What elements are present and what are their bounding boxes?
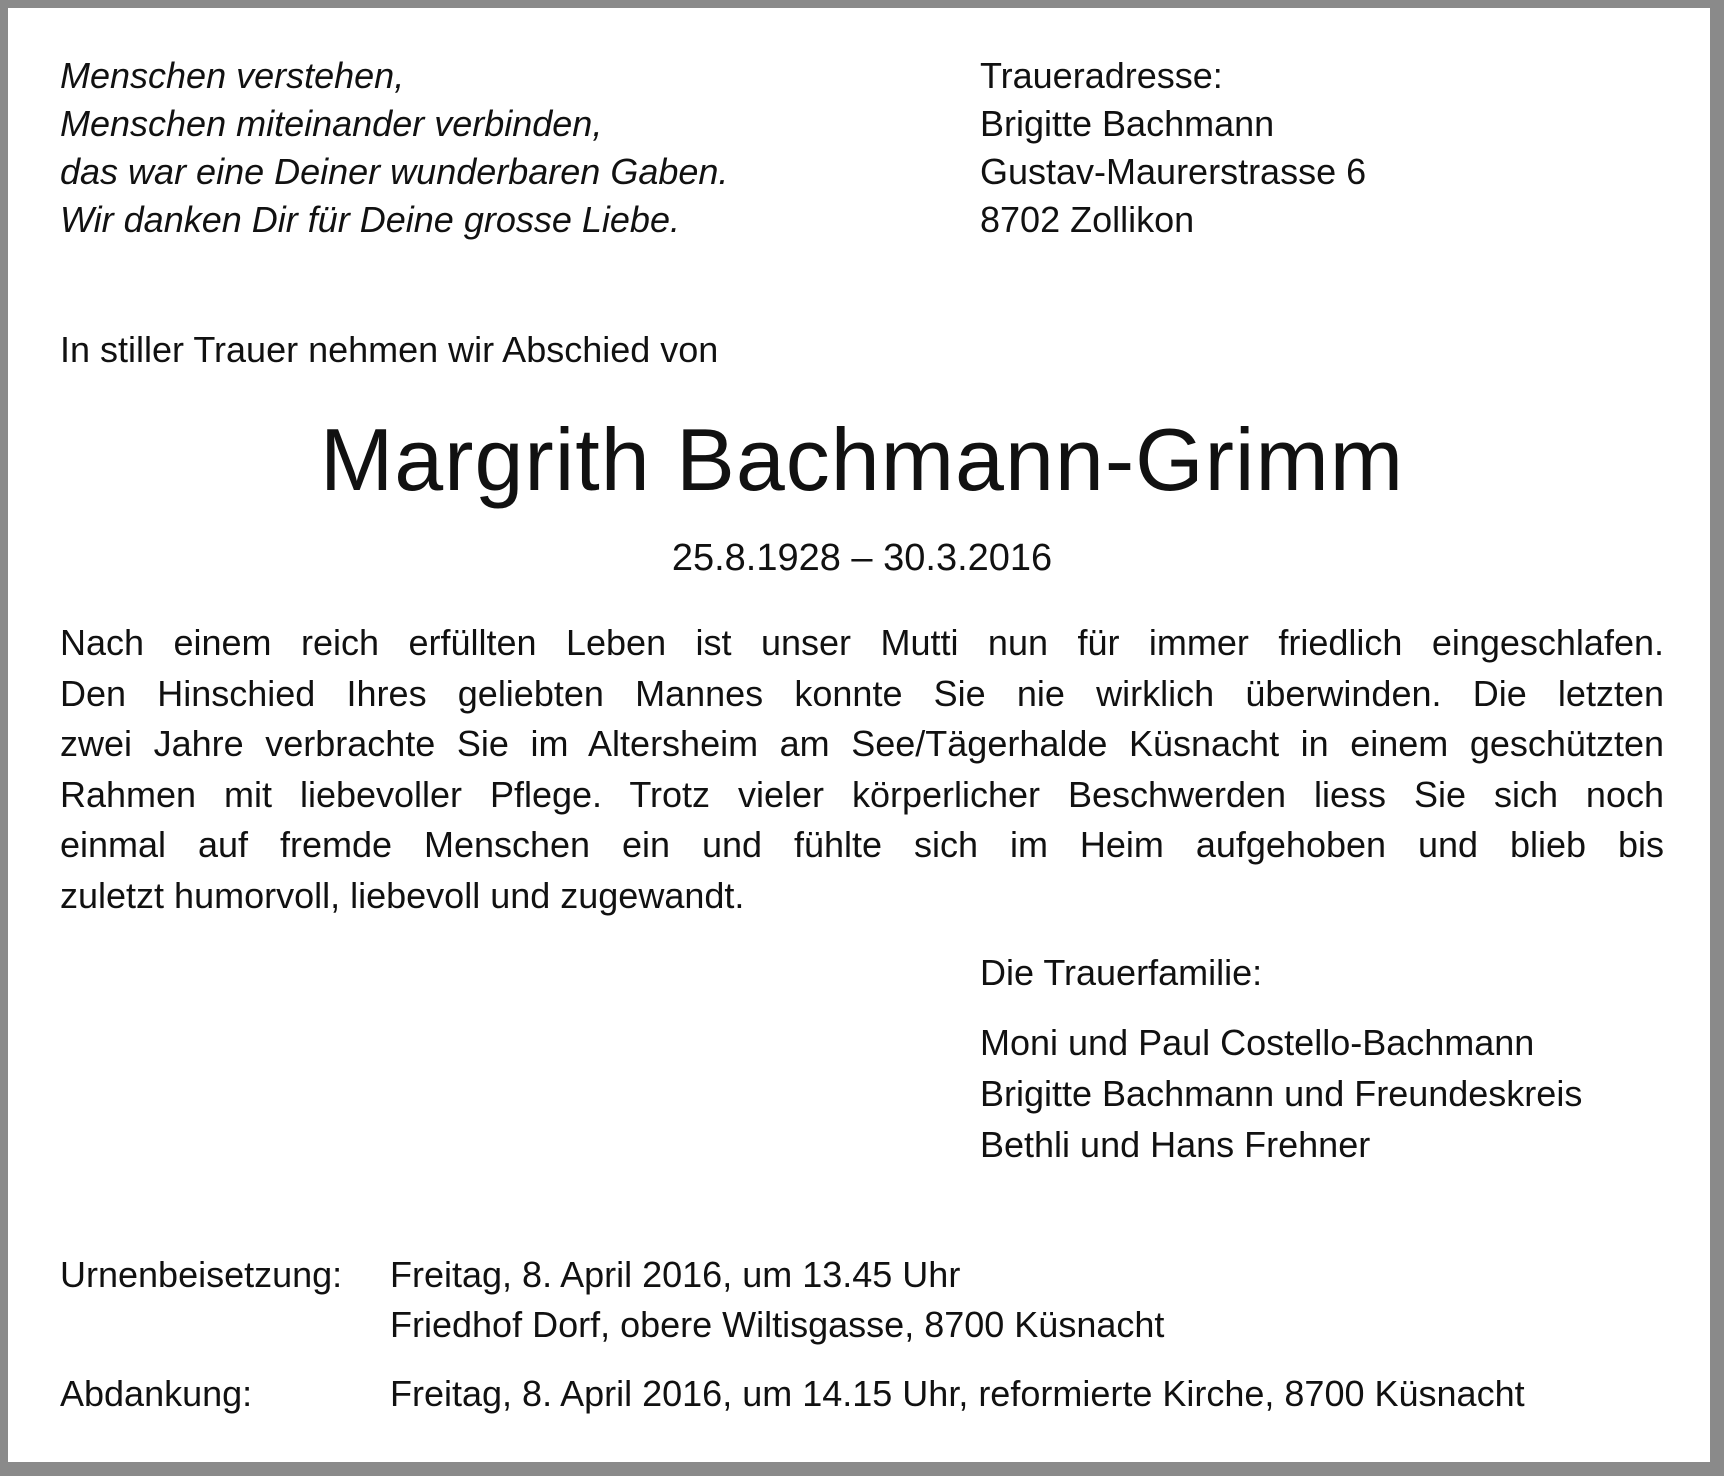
poem-line: Menschen miteinander verbinden, bbox=[60, 103, 603, 144]
family-member: Moni und Paul Costello-Bachmann bbox=[980, 1022, 1535, 1063]
poem-line: Wir danken Dir für Deine grosse Liebe. bbox=[60, 199, 680, 240]
obituary-line: Den Hinschied Ihres geliebten Mannes konnte Sie nie wirklich überwinden. Die letzten bbox=[60, 672, 1664, 714]
mourning-address bbox=[980, 52, 1366, 244]
obituary-text bbox=[60, 618, 1664, 921]
poem-line: Menschen verstehen, bbox=[60, 55, 405, 96]
family-title: Die Trauerfamilie: bbox=[980, 952, 1263, 993]
intro-text: In stiller Trauer nehmen wir Abschied von bbox=[60, 329, 719, 370]
address-street: Gustav-Maurerstrasse 6 bbox=[980, 151, 1367, 192]
deceased-name: Margrith Bachmann-Grimm bbox=[319, 410, 1405, 509]
funeral-service-label: Abdankung: bbox=[60, 1373, 253, 1414]
urn-burial-time: Freitag, 8. April 2016, um 13.45 Uhr bbox=[390, 1254, 961, 1295]
obituary-line: Rahmen mit liebevoller Pflege. Trotz vieler körperlicher Beschwerden liess Sie sich noch bbox=[60, 773, 1664, 815]
family-list bbox=[980, 1017, 1582, 1170]
address-name: Brigitte Bachmann bbox=[980, 103, 1275, 144]
address-city: 8702 Zollikon bbox=[980, 199, 1195, 240]
obituary-line: zwei Jahre verbrachte Sie im Altersheim am See/Tägerhalde Küsnacht in einem geschützten bbox=[60, 723, 1664, 764]
family-member: Brigitte Bachmann und Freundeskreis bbox=[980, 1073, 1583, 1114]
family-member: Bethli und Hans Frehner bbox=[980, 1124, 1371, 1165]
urn-burial-location: Friedhof Dorf, obere Wiltisgasse, 8700 Küsnacht bbox=[390, 1304, 1165, 1345]
poem-line: das war eine Deiner wunderbaren Gaben. bbox=[60, 151, 729, 192]
urn-burial-label: Urnenbeisetzung: bbox=[60, 1254, 343, 1295]
life-dates: 25.8.1928 – 30.3.2016 bbox=[671, 537, 1053, 579]
funeral-service-details bbox=[390, 1369, 1525, 1419]
funeral-service-event bbox=[60, 1369, 1664, 1419]
urn-burial-details bbox=[390, 1250, 1164, 1350]
urn-burial-event bbox=[60, 1250, 1664, 1350]
obituary-line: einmal auf fremde Menschen ein und fühlte sich im Heim aufgehoben und blieb bis bbox=[60, 824, 1664, 865]
obituary-line: zuletzt humorvoll, liebevoll und zugewandt. bbox=[60, 874, 745, 916]
funeral-service-time-location: Freitag, 8. April 2016, um 14.15 Uhr, reformierte Kirche, 8700 Küsnacht bbox=[390, 1373, 1525, 1414]
memorial-poem bbox=[60, 52, 728, 244]
obituary-line: Nach einem reich erfüllten Leben ist unser Mutti nun für immer friedlich eingeschlafen. bbox=[60, 622, 1664, 663]
address-label: Traueradresse: bbox=[980, 55, 1223, 96]
